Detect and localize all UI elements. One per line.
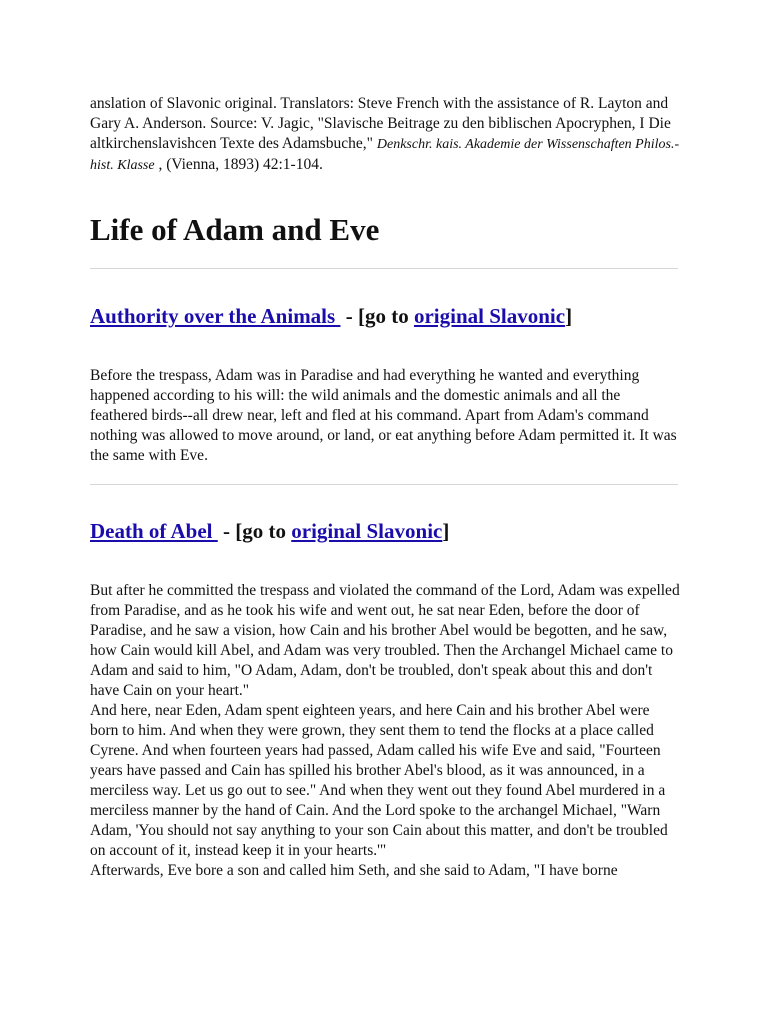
- paragraph: Afterwards, Eve bore a son and called him Seth, and she said to Adam, "I have borne: [90, 862, 618, 879]
- source-note-citation: , (Vienna, 1893) 42:1-104.: [154, 156, 323, 173]
- section-heading-death-of-abel: [90, 516, 449, 546]
- page-title: Life of Adam and Eve: [90, 212, 380, 247]
- divider: [90, 484, 678, 485]
- heading-separator: -: [217, 519, 236, 543]
- source-note: [90, 94, 680, 176]
- heading-separator: -: [340, 304, 358, 328]
- go-to-suffix: ]: [565, 304, 573, 328]
- paragraph: And here, near Eden, Adam spent eighteen years, and here Cain and his brother Abel were born to him. And when they were grown, they sent them to tend the flocks at a place called Cyrene. And when fourteen years had passed, Adam called his wife Eve and said, "Fourteen years have passed and Cain has spilled his brother Abel's blood, as it was announced, in a merciless way. Let us go out to see." And when they went out they found Abel murdered in a merciless manner by the hand of Cain. And the Lord spoke to the archangel Michael, "Warn Adam, 'You should not say anything to your son Cain about this matter, and don't be troubled on account of it, instead keep it in your hearts.'": [90, 702, 668, 859]
- divider: [90, 268, 678, 269]
- section-link-authority-over-animals[interactable]: Authority over the Animals: [90, 304, 341, 328]
- original-slavonic-link[interactable]: original Slavonic: [413, 304, 566, 328]
- go-to-prefix: [go to: [235, 519, 292, 543]
- journal-title: Denkschr. kais. Akademie der Wissenschaften Philos.-hist. Klasse: [90, 137, 680, 173]
- section-body-death-of-abel: [90, 581, 680, 881]
- paragraph: But after he committed the trespass and violated the command of the Lord, Adam was expelled from Paradise, and as he took his wife and went out, he sat near Eden, before the door of Paradise, and he saw a vision, how Cain and his brother Abel would be begotten, and he saw, how Cain would kill Abel, and Adam was very troubled. Then the Archangel Michael came to Adam and said to him, "O Adam, Adam, don't be troubled, don't speak about this and don't have Cain on your heart.": [90, 582, 680, 699]
- paragraph: Before the trespass, Adam was in Paradise and had everything he wanted and everything happened according to his will: the wild animals and the domestic animals and all the feathered birds--all drew near, left and fled at his command. Apart from Adam's command nothing was allowed to move around, or land, or eat anything before Adam permitted it. It was the same with Eve.: [90, 367, 677, 464]
- section-heading-authority: [90, 301, 572, 331]
- source-note-text: anslation of Slavonic original. Translators: Steve French with the assistance of R. Layton and Gary A. Anderson. Source: V. Jagic, "Slavische Beitrage zu den biblischen Apocryphen, I Die altkirchenslavishcen Texte des Adamsbuche,": [90, 95, 671, 152]
- go-to-prefix: [go to: [357, 304, 414, 328]
- section-body-authority: [90, 366, 680, 466]
- go-to-suffix: ]: [442, 519, 450, 543]
- original-slavonic-link[interactable]: original Slavonic: [291, 519, 443, 543]
- section-link-death-of-abel[interactable]: Death of Abel: [90, 519, 218, 543]
